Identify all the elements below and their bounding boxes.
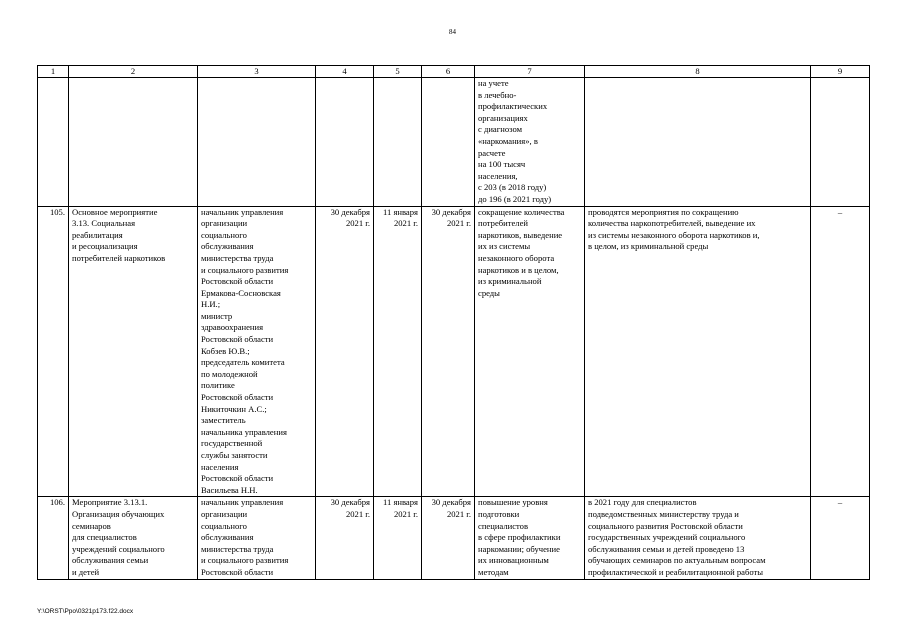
text-line: наркотиков, выведение	[478, 229, 563, 240]
text-line: обслуживания семьи и детей проведено 13	[588, 543, 745, 554]
text-line: профилактической и реабилитационной работы	[588, 566, 764, 577]
text-line: 2021 г.	[446, 508, 471, 519]
text-line: социального	[201, 229, 247, 240]
text-line: здравоохранения	[201, 322, 264, 333]
text-line: сокращение количества	[478, 206, 565, 217]
text-line: подведомственных министерству труда и	[588, 508, 739, 519]
text-line: Ростовской области	[201, 276, 274, 287]
text-line: их инновационным	[478, 555, 549, 566]
row-number: 105.	[38, 206, 69, 497]
text-line: и социального развития	[201, 555, 289, 566]
text-line: 2021 г.	[345, 508, 370, 519]
file-path-footer: Y:\ORST\Ppo\0321p173.f22.docx	[37, 608, 134, 615]
text-line: в целом, из криминальной среды	[588, 241, 709, 252]
execution-status	[585, 497, 811, 579]
text-line: учреждений социального	[72, 543, 165, 554]
text-line: обучающих семинаров по актуальным вопросам	[588, 555, 766, 566]
text-line: министерства труда	[201, 543, 274, 554]
text-line: по молодежной	[201, 368, 258, 379]
text-line: государственной	[201, 438, 263, 449]
text-line: и детей	[72, 566, 100, 577]
text-line: населения	[201, 461, 239, 472]
text-line: до 196 (в 2021 году)	[478, 193, 552, 204]
header-cell: 9	[811, 66, 870, 78]
text-line: 30 декабря	[431, 206, 471, 217]
text-line: с диагнозом	[478, 124, 523, 135]
text-line: семинаров	[72, 520, 111, 531]
header-cell: 1	[38, 66, 69, 78]
text-line: реабилитация	[72, 229, 123, 240]
measures-table	[37, 65, 870, 580]
text-line: 11 января	[383, 497, 418, 508]
text-line: организации	[201, 508, 248, 519]
text-line: наркомании; обучение	[478, 543, 560, 554]
text-line: расчете	[478, 147, 506, 158]
cell-empty	[198, 78, 316, 207]
text-line: обслуживания	[201, 241, 254, 252]
execution-status	[585, 206, 811, 497]
text-line: повышение уровня	[478, 497, 548, 508]
cell-empty	[374, 78, 422, 207]
header-cell: 6	[422, 66, 475, 78]
text-line: специалистов	[478, 520, 529, 531]
continuation-row	[38, 78, 870, 207]
responsible-executor	[198, 497, 316, 579]
date-col4	[316, 497, 374, 579]
text-line: Ростовской области	[201, 566, 274, 577]
text-line: наркотиков и в целом,	[478, 264, 559, 275]
header-cell: 4	[316, 66, 374, 78]
text-line: незаконного оборота	[478, 252, 555, 263]
text-line: среды	[478, 287, 500, 298]
text-line: председатель комитета	[201, 357, 285, 368]
table-row	[38, 497, 870, 579]
cell-empty	[585, 78, 811, 207]
text-line: Мероприятие 3.13.1.	[72, 497, 148, 508]
text-line: Ростовской области	[201, 473, 274, 484]
text-line: службы занятости	[201, 450, 268, 460]
text-line: из криминальной	[478, 276, 542, 287]
text-line: в лечебно-	[478, 89, 517, 100]
responsible-executor	[198, 206, 316, 497]
text-line: профилактических	[478, 101, 548, 112]
col9-value: –	[811, 497, 870, 579]
text-line: обслуживания семьи	[72, 555, 149, 566]
text-line: политике	[201, 380, 235, 391]
text-line: Ростовской области	[201, 392, 274, 403]
text-line: из системы незаконного оборота наркотиков и,	[588, 229, 760, 240]
text-line: подготовки	[478, 508, 520, 519]
header-cell: 2	[69, 66, 198, 78]
text-line: их из системы	[478, 241, 531, 252]
text-line: начальника управления	[201, 426, 287, 437]
text-line: обслуживания	[201, 532, 254, 543]
text-line: 2021 г.	[446, 218, 471, 229]
date-col6	[422, 206, 475, 497]
text-line: Ермакова-Сосновская	[201, 287, 281, 298]
text-line: населения,	[478, 170, 518, 181]
col9-value: –	[811, 206, 870, 497]
text-line: 11 января	[383, 206, 418, 217]
date-col6	[422, 497, 475, 579]
text-line: на 100 тысяч	[478, 159, 526, 170]
table-row	[38, 206, 870, 497]
text-line: Никиточкин А.С.;	[201, 403, 267, 414]
text-line: государственных учреждений социального	[588, 532, 746, 543]
header-cell: 5	[374, 66, 422, 78]
text-line: 3.13. Социальная	[72, 218, 136, 229]
header-cell: 8	[585, 66, 811, 78]
header-row	[38, 66, 870, 78]
expected-result	[475, 497, 585, 579]
text-line: и ресоциализация	[72, 241, 138, 252]
text-line: Васильева Н.Н.	[201, 484, 258, 495]
text-line: заместитель	[201, 415, 246, 426]
measure-name	[69, 497, 198, 579]
text-line: 30 декабря	[431, 497, 471, 508]
date-col4	[316, 206, 374, 497]
text-line: в сфере профилактики	[478, 532, 561, 543]
text-line: 2021 г.	[393, 508, 418, 519]
text-line: Ростовской области	[201, 334, 274, 345]
text-line: 30 декабря	[330, 497, 370, 508]
text-line: в 2021 году для специалистов	[588, 497, 697, 508]
text-line: министр	[201, 310, 233, 321]
text-line: с 203 (в 2018 году)	[478, 182, 547, 193]
text-line: Кобзев Ю.В.;	[201, 345, 250, 356]
cell-empty	[422, 78, 475, 207]
measure-name	[69, 206, 198, 497]
text-line: 30 декабря	[330, 206, 370, 217]
text-line: социального развития Ростовской области	[588, 520, 743, 531]
text-line: потребителей	[478, 218, 528, 229]
text-line: «наркомания», в	[478, 135, 538, 146]
text-line: проводятся мероприятия по сокращению	[588, 206, 739, 217]
text-line: начальник управления	[201, 497, 284, 508]
text-line: организациях	[478, 112, 528, 123]
text-line: Основное мероприятие	[72, 206, 158, 217]
text-line: для специалистов	[72, 532, 137, 543]
date-col5	[374, 497, 422, 579]
text-line: Организация обучающих	[72, 508, 165, 519]
text-line: организации	[201, 218, 248, 229]
expected-result	[475, 206, 585, 497]
text-line: социального	[201, 520, 247, 531]
text-line: 2021 г.	[393, 218, 418, 229]
text-line: на учете	[478, 78, 509, 88]
text-line: министерства труда	[201, 252, 274, 263]
cell-indicator	[475, 78, 585, 207]
text-line: и социального развития	[201, 264, 289, 275]
text-line: начальник управления	[201, 206, 284, 217]
text-line: количества наркопотребителей, выведение их	[588, 218, 756, 229]
text-line: потребителей наркотиков	[72, 252, 166, 263]
text-line: Н.И.;	[201, 299, 221, 310]
cell-empty	[69, 78, 198, 207]
cell-empty	[38, 78, 69, 207]
date-col5	[374, 206, 422, 497]
header-cell: 7	[475, 66, 585, 78]
cell-empty	[316, 78, 374, 207]
header-cell: 3	[198, 66, 316, 78]
cell-empty	[811, 78, 870, 207]
text-line: 2021 г.	[345, 218, 370, 229]
row-number: 106.	[38, 497, 69, 579]
text-line: методам	[478, 566, 509, 577]
page-number: 84	[449, 28, 456, 36]
